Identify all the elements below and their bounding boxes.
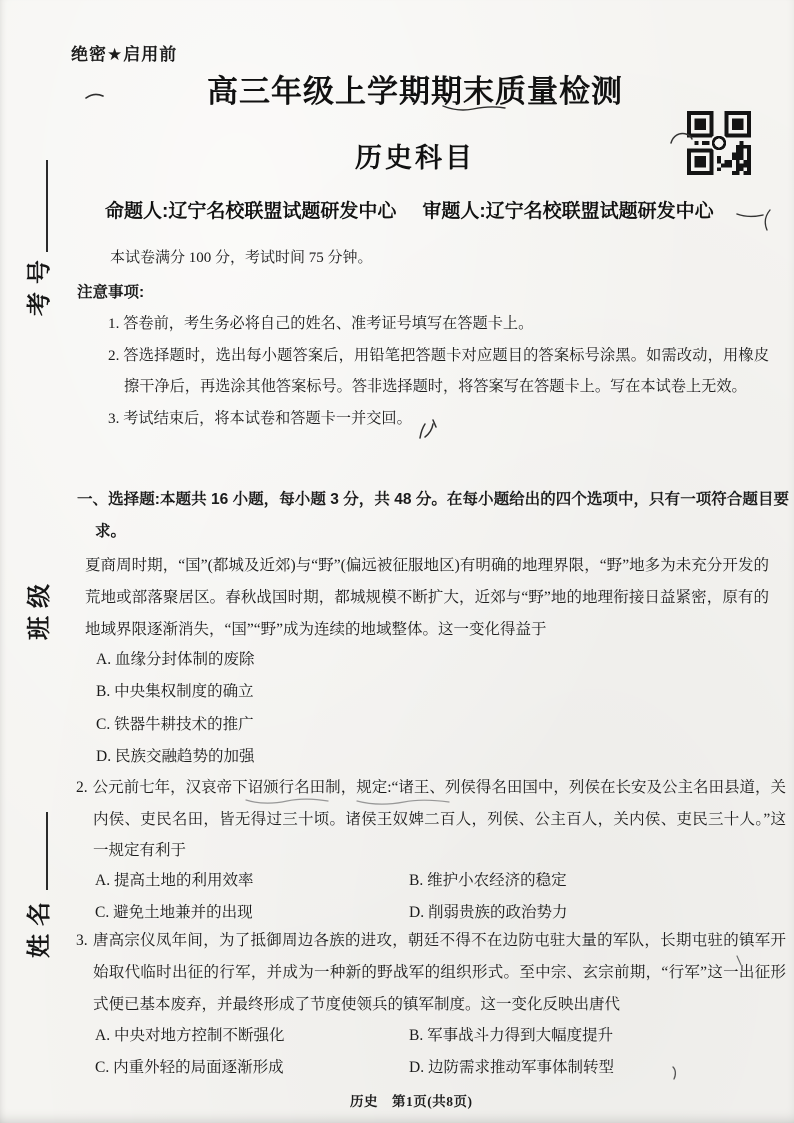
exam-info-line: 本试卷满分 100 分，考试时间 75 分钟。 [110,250,373,266]
option-b: B. 维护小农经济的稳定 [409,872,567,889]
page-footer [350,1090,473,1110]
question-3-text: 唐高宗仪凤年间，为了抵御周边各族的进攻，朝廷不得不在边防屯驻大量的军队，长期屯驻的镇军开始取代临时出征的行军，并成为一种新的野战军的组织形式。至中宗、玄宗前期，“行军”这一出征形式便已基本废弃，并最终形成了节度使领兵的镇军制度。这一变化反映出唐代 [92,932,786,1013]
footer-page-number: 第1页(共8页) [392,1094,473,1109]
page-title: 高三年级上学期期末质量检测 [207,74,623,109]
question-1-options [96,644,254,774]
option-c: C. 避免土地兼并的出现 [95,904,253,921]
footer-subject: 历史 [350,1094,378,1109]
option-b: B. 军事战斗力得到大幅度提升 [409,1027,614,1044]
option-d: D. 削弱贵族的政治势力 [409,904,568,921]
qr-code-icon [687,111,751,175]
option-c: C. 铁器牛耕技术的推广 [96,715,254,733]
question-3-options [95,1020,755,1084]
notes-block [77,277,769,434]
margin-label-exam-number: 考号 [26,252,53,316]
note-item: 3. 考试结束后，将本试卷和答题卡一并交回。 [108,409,412,427]
question-3-stem [76,925,786,1021]
proposer-label: 命题人:辽宁名校联盟试题研发中心 [105,201,397,222]
option-d: D. 边防需求推动军事体制转型 [409,1059,614,1076]
option-b: B. 中央集权制度的确立 [96,683,254,701]
qr-finder-top-left [687,111,713,137]
option-a: A. 血缘分封体制的废除 [96,651,255,668]
question-2-options [95,865,755,929]
qr-finder-top-right [725,111,751,137]
option-a: A. 提高土地的利用效率 [95,872,254,889]
reviewer-label: 审题人:辽宁名校联盟试题研发中心 [422,201,714,222]
option-d: D. 民族交融趋势的加强 [96,748,255,766]
margin-label-name: 姓名 [26,894,53,958]
notes-title: 注意事项: [77,284,145,301]
question-3-number: 3. [76,932,88,949]
question-2-number: 2. [76,779,88,796]
note-item: 1. 答卷前，考生务必将自己的姓名、准考证号填写在答题卡上。 [108,315,534,333]
option-a: A. 中央对地方控制不断强化 [95,1027,285,1044]
question-2-text: 公元前七年，汉哀帝下诏颁行名田制，规定:“诸王、列侯得名田国中，列侯在长安及公主名田县道，关内侯、吏民名田，皆无得过三十顷。诸侯王奴婢二百人，列侯、公主百人，关内侯、吏民三十人。”这一规定有利于 [92,779,786,860]
pencil-paren-mark [765,210,770,230]
question-1-stem: 夏商周时期，“国”(都城及近郊)与“野”(偏远被征服地区)有明确的地理界限，“野”地多为未充分开发的荒地或部落聚居区。春秋战国时期，都城规模不断扩大，近郊与“野”地的地理衔接日益紧密，原有的地域界限逐渐消失，“国”“野”成为连续的地域整体。这一变化得益于 [85,557,769,638]
exam-number-blank-line [46,160,48,252]
subject-title: 历史科目 [355,143,475,173]
option-c: C. 内重外轻的局面逐渐形成 [95,1059,284,1076]
note-item: 2. 答选择题时，选出每小题答案后，用铅笔把答题卡对应题目的答案标号涂黑。如需改动，用橡皮擦干净后，再选涂其他答案标号。答非选择题时，将答案写在答题卡上。写在本试卷上无效。 [108,346,769,396]
qr-finder-bottom-left [687,149,713,175]
question-2-stem [76,772,786,867]
margin-label-class: 班级 [26,576,53,640]
section-one-header: 一、选择题:本题共 16 小题，每小题 3 分，共 48 分。在每小题给出的四个选项中，只有一项符合题目要求。 [77,491,789,540]
proposer-row [105,196,765,223]
name-blank-line [46,812,48,890]
classification-label: 绝密★启用前 [71,45,178,64]
